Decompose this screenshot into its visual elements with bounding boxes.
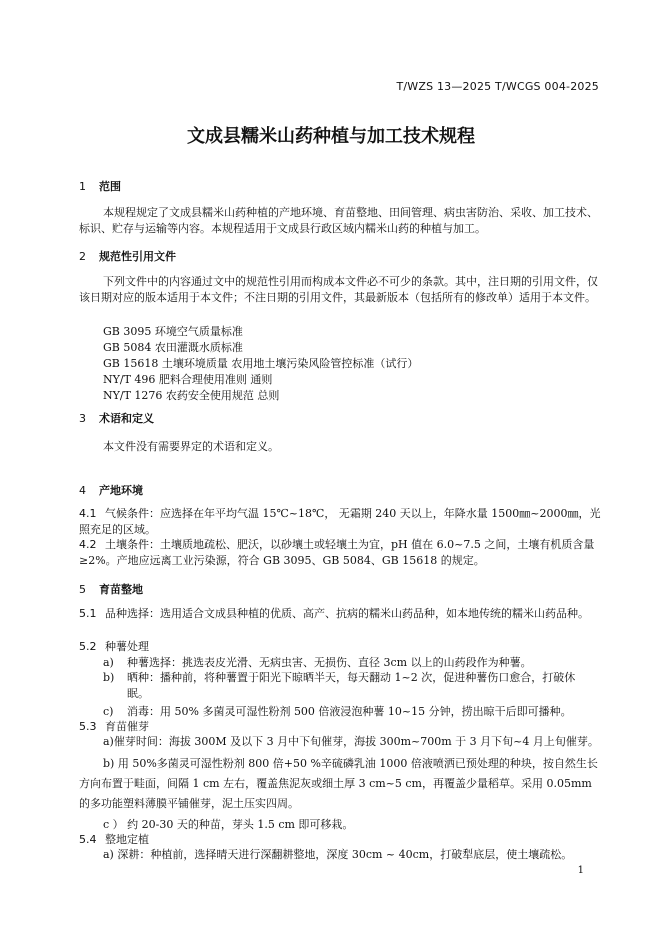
item-5-3-b: b) 用 50%多菌灵可湿性粉剂 800 倍+50 %辛硫磷乳油 1000 倍液喷洒已预处理的种块，按自然生长方向布置于畦面，间隔 1 cm 左右，覆盖焦泥灰或细土厚 3 cm~5 cm，再覆盖少量稻草。采用 0.05mm 的多功能塑料薄膜平铺催芽，泥土压实四周。: [79, 757, 598, 810]
section-title: 规范性引用文件: [99, 250, 176, 263]
section-number: 1: [79, 180, 86, 193]
section-number: 4: [79, 484, 86, 497]
clause-title: 育苗催芽: [105, 720, 149, 733]
section-title: 术语和定义: [99, 412, 154, 425]
section-2-body: 下列文件中的内容通过文中的规范性引用而构成本文件必不可少的条款。其中，注日期的引用文件，仅该日期对应的版本适用于本文件；不注日期的引用文件，其最新版本（包括所有的修改单）适用于本文件。: [79, 275, 598, 304]
section-1-body: 本规程规定了文成县糯米山药种植的产地环境、育苗整地、田间管理、病虫害防治、采收、加工技术、标识、贮存与运输等内容。本规程适用于文成县行政区域内糯米山药的种植与加工。: [79, 206, 598, 235]
clause-number: 5.3: [79, 720, 97, 733]
section-title: 范围: [99, 180, 121, 193]
section-number: 5: [79, 583, 86, 596]
section-number: 3: [79, 412, 86, 425]
clause-text: 品种选择：选用适合文成县种植的优质、高产、抗病的糯米山药品种，如本地传统的糯米山药品种。: [105, 607, 589, 620]
clause-5-4-heading: [79, 831, 149, 847]
clause-title: 种薯处理: [105, 640, 149, 653]
item-text: 晒种：播种前，将种薯置于阳光下晾晒半天，每天翻动 1~2 次，促进种薯伤口愈合，打破休眠。: [127, 671, 576, 700]
document-title: 文成县糯米山药种植与加工技术规程: [187, 126, 475, 147]
section-title: 产地环境: [99, 484, 143, 497]
reference-item: GB 15618 土壤环境质量 农用地土壤污染风险管控标准（试行）: [103, 357, 419, 370]
reference-item: GB 5084 农田灌溉水质标准: [103, 341, 243, 354]
section-heading-5: [79, 581, 143, 597]
clause-number: 4.2: [79, 538, 97, 551]
item-5-2-b: [103, 670, 583, 702]
clause-text: 气候条件：应选择在年平均气温 15℃~18℃， 无霜期 240 天以上，年降水量 1500㎜~2000㎜，光照充足的区域。: [79, 507, 601, 536]
item-label: b): [103, 671, 115, 684]
section-title: 育苗整地: [99, 583, 143, 596]
page-number: 1: [577, 865, 584, 876]
item-text: 种薯选择：挑选表皮光滑、无病虫害、无损伤、直径 3cm 以上的山药段作为种薯。: [127, 656, 532, 669]
section-3-body: 本文件没有需要界定的术语和定义。: [103, 440, 279, 453]
item-5-4-a: a) 深耕：种植前，选择晴天进行深翻耕整地，深度 30cm ~ 40cm，打破犁底层，使土壤疏松。: [103, 848, 573, 861]
item-5-3-c: c ） 约 20-30 天的种苗，芽头 1.5 cm 即可移栽。: [103, 818, 354, 831]
clause-text: 土壤条件：土壤质地疏松、肥沃，以砂壤土或轻壤土为宜，pH 值在 6.0~7.5 之间，土壤有机质含量≥2%。产地应远离工业污染源，符合 GB 3095、GB 5084、GB 15618 的规定。: [79, 538, 595, 567]
item-5-3-a: a)催芽时间：海拔 300M 及以下 3 月中下旬催芽，海拔 300m~700m 于 3 月下旬~4 月上旬催芽。: [103, 735, 599, 748]
reference-item: GB 3095 环境空气质量标准: [103, 325, 243, 338]
section-number: 2: [79, 250, 86, 263]
clause-title: 整地定植: [105, 833, 149, 846]
clause-5-2-heading: [79, 638, 149, 654]
item-label: c): [103, 705, 114, 718]
clause-4-2: [79, 537, 601, 569]
section-heading-2: [79, 248, 176, 264]
item-5-2-a: [103, 654, 532, 670]
clause-5-1: [79, 606, 601, 622]
item-text: 消毒：用 50% 多菌灵可湿性粉剂 500 倍液浸泡种薯 10~15 分钟，捞出晾干后即可播种。: [127, 705, 572, 718]
clause-4-1: [79, 506, 601, 538]
clause-number: 5.2: [79, 640, 97, 653]
section-heading-3: [79, 410, 154, 426]
clause-5-3-heading: [79, 718, 149, 734]
section-heading-4: [79, 482, 143, 498]
reference-item: NY/T 496 肥料合理使用准则 通则: [103, 373, 273, 386]
item-label: a): [103, 656, 114, 669]
clause-number: 5.1: [79, 607, 97, 620]
reference-item: NY/T 1276 农药安全使用规范 总则: [103, 389, 280, 402]
clause-number: 4.1: [79, 507, 97, 520]
document-code: T/WZS 13—2025 T/WCGS 004-2025: [396, 80, 599, 93]
section-heading-1: [79, 178, 121, 194]
clause-number: 5.4: [79, 833, 97, 846]
item-5-2-c: [103, 703, 572, 719]
